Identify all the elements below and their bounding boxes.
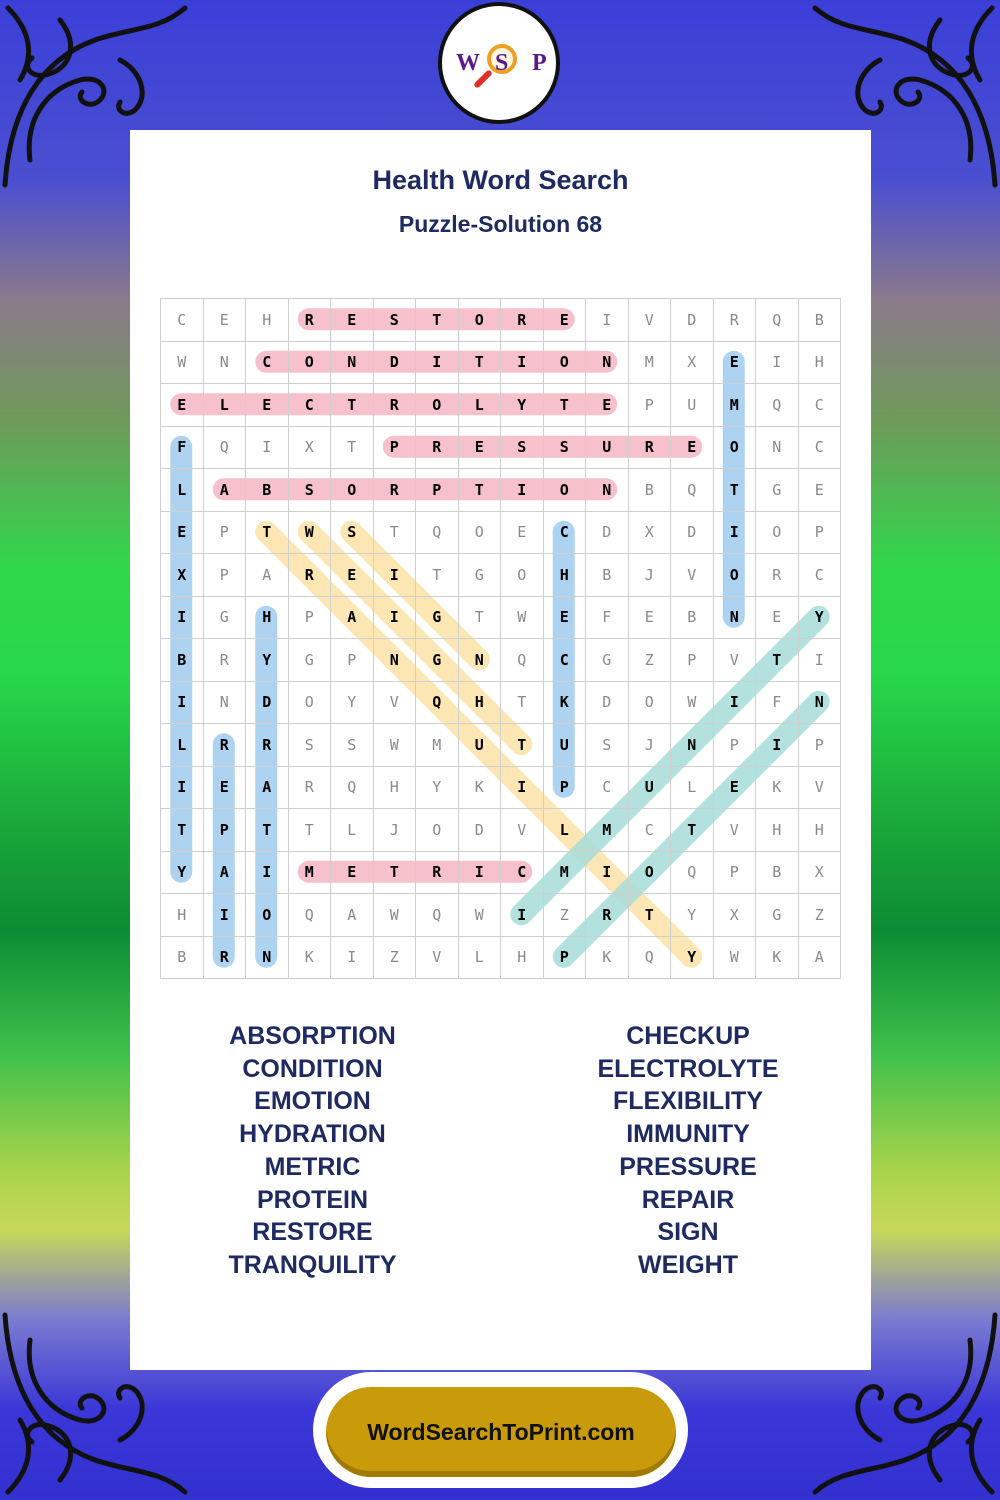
grid-cell[interactable]: D [246,682,289,725]
grid-cell[interactable]: Y [671,937,714,980]
grid-cell[interactable]: L [331,809,374,852]
grid-cell[interactable]: R [204,937,247,980]
word-search-grid [160,298,841,979]
grid-cell[interactable]: Y [799,597,842,640]
grid-cell[interactable]: A [331,597,374,640]
grid-cell[interactable]: W [161,342,204,385]
grid-cell[interactable]: R [204,639,247,682]
grid-cell[interactable]: I [161,597,204,640]
grid-cell[interactable]: R [289,299,332,342]
grid-cell[interactable]: I [799,639,842,682]
grid-cell[interactable]: P [374,427,417,470]
grid-cell[interactable]: D [459,809,502,852]
grid-cell[interactable]: T [331,427,374,470]
grid-cell[interactable]: B [799,299,842,342]
word-list-left [210,1020,415,1282]
grid-cell[interactable]: H [756,809,799,852]
grid-cell[interactable]: P [416,469,459,512]
grid-cell[interactable]: K [756,937,799,980]
grid-cell[interactable]: Z [629,639,672,682]
grid-cell[interactable]: W [714,937,757,980]
grid-cell[interactable]: T [289,809,332,852]
grid-cell[interactable]: T [331,384,374,427]
grid-cell[interactable]: D [671,299,714,342]
word-list-item: EMOTION [254,1087,371,1116]
grid-cell[interactable]: N [459,639,502,682]
grid-cell[interactable]: Q [671,852,714,895]
grid-cell[interactable]: W [374,724,417,767]
grid-cell[interactable]: B [756,852,799,895]
grid-cell[interactable]: H [246,597,289,640]
grid-cell[interactable]: U [544,724,587,767]
logo-letter-w: W [456,50,480,76]
grid-cell[interactable]: P [331,639,374,682]
grid-cell[interactable]: E [544,299,587,342]
grid-cell[interactable]: I [586,852,629,895]
grid-cell[interactable]: R [374,469,417,512]
grid-cell[interactable]: I [204,894,247,937]
grid-cell[interactable]: U [459,724,502,767]
grid-cell[interactable]: I [756,342,799,385]
grid-cell[interactable]: H [161,894,204,937]
grid-cell[interactable]: T [714,469,757,512]
grid-cell[interactable]: Z [799,894,842,937]
word-list-item: METRIC [264,1152,361,1181]
grid-cell[interactable]: J [629,554,672,597]
grid-cell[interactable]: E [161,512,204,555]
logo-letter-p: P [532,50,547,76]
grid-cell[interactable]: M [586,809,629,852]
grid-cell[interactable]: Q [416,894,459,937]
grid-cell[interactable]: M [416,724,459,767]
grid-cell[interactable]: R [586,894,629,937]
grid-cell[interactable]: P [204,554,247,597]
grid-cell[interactable]: O [459,299,502,342]
grid-cell[interactable]: L [459,937,502,980]
grid-cell[interactable]: F [586,597,629,640]
grid-cell[interactable]: P [629,384,672,427]
grid-cell[interactable]: R [204,724,247,767]
grid-cell[interactable]: I [161,682,204,725]
grid-cell[interactable]: B [161,937,204,980]
grid-cell[interactable]: O [756,512,799,555]
grid-cell[interactable]: N [331,342,374,385]
grid-cell[interactable]: L [671,767,714,810]
site-link-button[interactable]: WordSearchToPrint.com [326,1387,676,1477]
grid-cell[interactable]: Y [246,639,289,682]
grid-cell[interactable]: I [586,299,629,342]
grid-cell[interactable]: R [756,554,799,597]
grid-cell[interactable]: E [586,384,629,427]
grid-cell[interactable]: L [161,469,204,512]
grid-cell[interactable]: G [756,469,799,512]
grid-cell[interactable]: M [714,384,757,427]
grid-cell[interactable]: T [161,809,204,852]
grid-cell[interactable]: R [289,554,332,597]
grid-cell[interactable]: S [544,427,587,470]
grid-cell[interactable]: A [246,767,289,810]
grid-cell[interactable]: I [161,767,204,810]
grid-cell[interactable]: V [374,682,417,725]
grid-cell[interactable]: H [799,342,842,385]
grid-cell[interactable]: V [799,767,842,810]
grid-cell[interactable]: X [629,512,672,555]
word-list-right [570,1020,806,1282]
word-list-item: REPAIR [641,1185,735,1214]
grid-cell[interactable]: E [756,597,799,640]
grid-cell[interactable]: E [331,852,374,895]
grid-cell[interactable]: C [799,427,842,470]
grid-cell[interactable]: I [246,427,289,470]
grid-cell[interactable]: U [671,384,714,427]
word-list-item: SIGN [657,1218,719,1247]
grid-cell[interactable]: E [246,384,289,427]
grid-cell[interactable]: C [799,384,842,427]
grid-cell[interactable]: G [416,639,459,682]
grid-cell[interactable]: B [246,469,289,512]
logo-letter-s: S [495,50,509,76]
grid-cell[interactable]: Q [501,639,544,682]
grid-cell[interactable]: Q [289,894,332,937]
grid-cell[interactable]: I [501,894,544,937]
grid-cell[interactable]: V [416,937,459,980]
grid-cell[interactable]: I [246,852,289,895]
grid-cell[interactable]: C [629,809,672,852]
grid-cell[interactable]: O [629,682,672,725]
grid-cell[interactable]: S [374,299,417,342]
grid-cell[interactable]: C [799,554,842,597]
grid-cell[interactable]: T [374,512,417,555]
grid-cell[interactable]: O [501,554,544,597]
grid-cell[interactable]: B [161,639,204,682]
grid-cell[interactable]: R [714,299,757,342]
word-list-item: FLEXIBILITY [613,1087,763,1116]
grid-cell[interactable]: W [459,894,502,937]
grid-cell[interactable]: R [416,852,459,895]
grid-cell[interactable]: V [629,299,672,342]
grid-cell[interactable]: O [416,809,459,852]
grid-cell[interactable]: W [374,894,417,937]
grid-cell[interactable]: I [459,852,502,895]
grid-cell[interactable]: V [714,809,757,852]
grid-cell[interactable]: D [671,512,714,555]
grid-cell[interactable]: E [629,597,672,640]
grid-cell[interactable]: I [501,767,544,810]
grid-cell[interactable]: I [331,937,374,980]
grid-cell[interactable]: Q [756,299,799,342]
grid-cell[interactable]: L [204,384,247,427]
grid-cell[interactable]: O [714,554,757,597]
grid-cell[interactable]: T [629,894,672,937]
grid-cell[interactable]: B [671,597,714,640]
grid-cell[interactable]: V [714,639,757,682]
grid-cell[interactable]: F [756,682,799,725]
page-title: Health Word Search [372,165,629,195]
grid-cell[interactable]: O [459,512,502,555]
grid-cell[interactable]: T [459,469,502,512]
grid-cell[interactable]: S [331,512,374,555]
grid-cell[interactable]: Z [544,894,587,937]
grid-cell[interactable]: P [289,597,332,640]
grid-cell[interactable]: N [586,342,629,385]
grid-cell[interactable]: W [671,682,714,725]
grid-cell[interactable]: M [289,852,332,895]
grid-cell[interactable]: D [586,682,629,725]
grid-cell[interactable]: C [289,384,332,427]
grid-cell[interactable]: I [756,724,799,767]
grid-cell[interactable]: T [501,724,544,767]
grid-cell[interactable]: I [374,597,417,640]
grid-cell[interactable]: V [501,809,544,852]
grid-cell[interactable]: H [501,937,544,980]
grid-cell[interactable]: A [246,554,289,597]
grid-cell[interactable]: I [714,512,757,555]
grid-cell[interactable]: P [714,724,757,767]
grid-cell[interactable]: H [544,554,587,597]
grid-cell[interactable]: G [289,639,332,682]
grid-cell[interactable]: F [161,427,204,470]
grid-cell[interactable]: E [331,299,374,342]
grid-cell[interactable]: K [544,682,587,725]
grid-cell[interactable]: I [374,554,417,597]
grid-cell[interactable]: C [501,852,544,895]
grid-cell[interactable]: E [331,554,374,597]
word-list-item: PRESSURE [619,1152,757,1181]
grid-cell[interactable]: N [374,639,417,682]
grid-cell[interactable]: U [586,427,629,470]
grid-cell[interactable]: S [331,724,374,767]
grid-cell[interactable]: E [671,427,714,470]
word-list-item: RESTORE [252,1218,373,1247]
puzzle-sheet [130,130,871,1370]
grid-cell[interactable]: H [799,809,842,852]
grid-cell[interactable]: G [586,639,629,682]
grid-cell[interactable]: N [714,597,757,640]
grid-cell[interactable]: P [204,809,247,852]
grid-cell[interactable]: O [714,427,757,470]
page-subtitle: Puzzle-Solution 68 [398,211,603,237]
grid-cell[interactable]: M [544,852,587,895]
grid-cell[interactable]: G [459,554,502,597]
grid-cell[interactable]: R [374,384,417,427]
grid-cell[interactable]: Q [756,384,799,427]
grid-cell[interactable]: O [246,894,289,937]
letter-grid [160,298,841,979]
grid-cell[interactable]: X [714,894,757,937]
grid-cell[interactable]: Y [501,384,544,427]
grid-cell[interactable]: J [629,724,672,767]
grid-cell[interactable]: Z [374,937,417,980]
grid-cell[interactable]: Y [671,894,714,937]
grid-cell[interactable]: R [629,427,672,470]
grid-cell[interactable]: A [331,894,374,937]
grid-cell[interactable]: X [671,342,714,385]
grid-cell[interactable]: S [586,724,629,767]
grid-cell[interactable]: E [459,427,502,470]
grid-cell[interactable]: O [289,682,332,725]
grid-cell[interactable]: E [501,512,544,555]
grid-cell[interactable]: Y [161,852,204,895]
grid-cell[interactable]: B [629,469,672,512]
grid-cell[interactable]: N [204,682,247,725]
grid-cell[interactable]: N [671,724,714,767]
word-list-item: HYDRATION [239,1120,386,1149]
grid-cell[interactable]: Y [416,767,459,810]
grid-cell[interactable]: Q [416,512,459,555]
grid-cell[interactable]: A [799,937,842,980]
grid-cell[interactable]: H [459,682,502,725]
word-list-item: ABSORPTION [229,1022,396,1050]
grid-cell[interactable]: W [501,597,544,640]
grid-cell[interactable]: R [289,767,332,810]
grid-cell[interactable]: C [544,512,587,555]
grid-cell[interactable]: O [629,852,672,895]
grid-cell[interactable]: K [459,767,502,810]
grid-cell[interactable]: P [544,937,587,980]
site-logo[interactable] [438,2,560,124]
grid-cell[interactable]: N [799,682,842,725]
grid-cell[interactable]: G [756,894,799,937]
grid-cell[interactable]: I [714,682,757,725]
grid-cell[interactable]: O [544,342,587,385]
word-list-item: TRANQUILITY [228,1250,397,1279]
grid-cell[interactable]: T [459,597,502,640]
grid-cell[interactable]: O [331,469,374,512]
grid-cell[interactable]: M [629,342,672,385]
word-list-item: CHECKUP [626,1022,750,1050]
grid-cell[interactable]: J [374,809,417,852]
grid-cell[interactable]: Q [204,427,247,470]
grid-cell[interactable]: H [374,767,417,810]
grid-cell[interactable]: X [161,554,204,597]
grid-cell[interactable]: C [161,299,204,342]
grid-cell[interactable]: N [756,427,799,470]
grid-cell[interactable]: L [544,809,587,852]
grid-cell[interactable]: R [416,427,459,470]
grid-cell[interactable]: P [204,512,247,555]
grid-cell[interactable]: L [161,724,204,767]
grid-cell[interactable]: A [204,469,247,512]
grid-cell[interactable]: E [799,469,842,512]
grid-cell[interactable]: X [289,427,332,470]
grid-cell[interactable]: P [671,639,714,682]
grid-cell[interactable]: K [756,767,799,810]
grid-cell[interactable]: C [544,639,587,682]
grid-cell[interactable]: Q [671,469,714,512]
grid-cell[interactable]: I [501,342,544,385]
grid-cell[interactable]: T [246,512,289,555]
word-list-item: IMMUNITY [626,1120,750,1149]
grid-cell[interactable]: T [459,342,502,385]
grid-cell[interactable]: B [586,554,629,597]
grid-cell[interactable]: S [501,427,544,470]
grid-cell[interactable]: C [246,342,289,385]
grid-cell[interactable]: Q [629,937,672,980]
grid-cell[interactable]: L [459,384,502,427]
grid-cell[interactable]: Q [416,682,459,725]
grid-cell[interactable]: N [586,469,629,512]
grid-cell[interactable]: D [586,512,629,555]
grid-cell[interactable]: N [204,342,247,385]
grid-cell[interactable]: U [629,767,672,810]
grid-cell[interactable]: H [246,299,289,342]
grid-cell[interactable]: T [756,639,799,682]
grid-cell[interactable]: Q [331,767,374,810]
grid-cell[interactable]: P [544,767,587,810]
word-list-item: WEIGHT [638,1250,738,1279]
grid-cell[interactable]: P [799,512,842,555]
grid-cell[interactable]: I [416,342,459,385]
grid-cell[interactable]: X [799,852,842,895]
grid-cell[interactable]: T [246,809,289,852]
grid-cell[interactable]: Y [331,682,374,725]
word-list-item: PROTEIN [256,1185,369,1214]
grid-cell[interactable]: G [416,597,459,640]
grid-cell[interactable]: A [204,852,247,895]
grid-cell[interactable]: T [416,299,459,342]
grid-cell[interactable]: E [204,299,247,342]
grid-cell[interactable]: S [289,724,332,767]
grid-cell[interactable]: S [289,469,332,512]
grid-cell[interactable]: G [204,597,247,640]
grid-cell[interactable]: T [416,554,459,597]
grid-cell[interactable]: W [289,512,332,555]
grid-cell[interactable]: C [586,767,629,810]
grid-cell[interactable]: D [374,342,417,385]
grid-cell[interactable]: E [714,342,757,385]
grid-cell[interactable]: T [501,682,544,725]
grid-cell[interactable]: V [671,554,714,597]
grid-cell[interactable]: E [161,384,204,427]
grid-cell[interactable]: O [289,342,332,385]
grid-cell[interactable]: T [374,852,417,895]
grid-cell[interactable]: P [799,724,842,767]
grid-cell[interactable]: T [544,384,587,427]
grid-cell[interactable]: E [544,597,587,640]
grid-cell[interactable]: P [714,852,757,895]
word-list-item: CONDITION [242,1054,383,1083]
grid-cell[interactable]: K [586,937,629,980]
grid-cell[interactable]: K [289,937,332,980]
word-list-item: ELECTROLYTE [597,1054,779,1083]
grid-cell[interactable]: O [544,469,587,512]
grid-cell[interactable]: E [204,767,247,810]
grid-cell[interactable]: E [714,767,757,810]
grid-cell[interactable]: R [246,724,289,767]
grid-cell[interactable]: T [671,809,714,852]
grid-cell[interactable]: I [501,469,544,512]
grid-cell[interactable]: O [416,384,459,427]
grid-cell[interactable]: N [246,937,289,980]
grid-cell[interactable]: R [501,299,544,342]
